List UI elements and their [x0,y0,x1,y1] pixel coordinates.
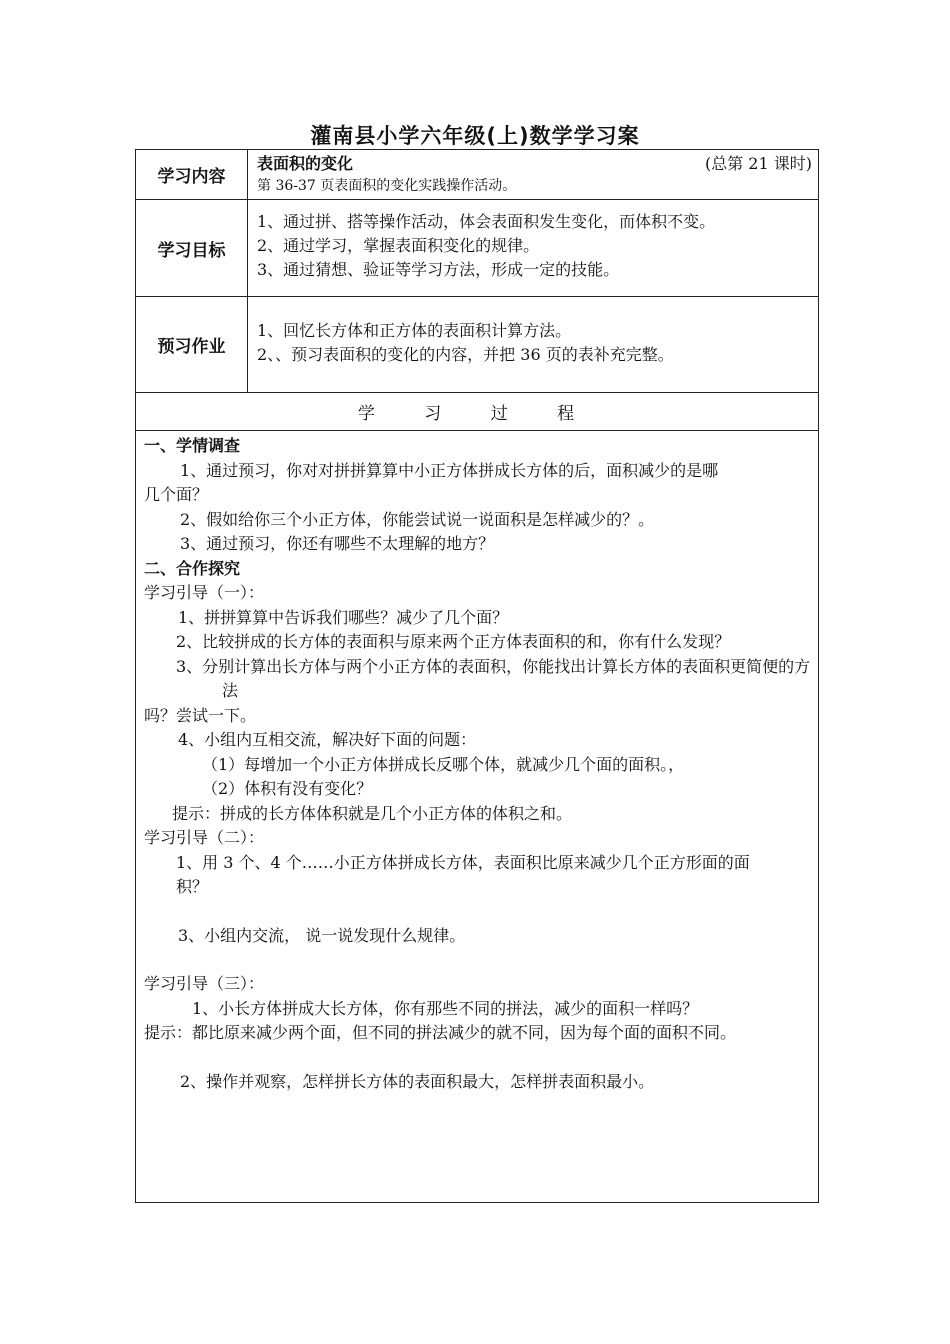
preview-item: 2、、预习表面积的变化的内容，并把 36 页的表补充完整。 [257,345,674,364]
survey-question: 1、通过预习，你对对拼拼算算中小正方体拼成长方体的后，面积减少的是哪 [180,460,719,480]
goals-label: 学习目标 [136,200,248,297]
guide1-heading: 学习引导（一）： [144,583,265,602]
goals-row [136,200,819,297]
guide-item-cont: 吗？尝试一下。 [144,705,257,725]
process-header-row [136,393,819,431]
content-row [136,150,819,200]
guide-item: 3、小组内交流， 说一说发现什么规律。 [178,925,466,945]
section1-heading: 一、学情调查 [144,436,241,455]
process-header: 学 习 过 程 [136,393,819,431]
preview-item: 1、回忆长方体和正方体的表面积计算方法。 [257,321,572,340]
preview-cell [248,297,819,393]
process-body [136,431,819,1203]
guide-item: 1、小长方体拼成大长方体，你有那些不同的拼法，减少的面积一样吗？ [192,998,699,1018]
goal-item: 3、通过猜想、验证等学习方法，形成一定的技能。 [257,260,620,279]
guide-subitem: （1）每增加一个小正方体拼成长反哪个体，就减少几个面的面积。， [202,754,685,774]
guide-item: 3、分别计算出长方体与两个小正方体的表面积，你能找出计算长方体的表面积更简便的方法 [176,656,811,700]
goal-item: 2、通过学习，掌握表面积变化的规律。 [257,236,540,255]
content-label: 学习内容 [136,150,248,200]
survey-question: 2、假如给你三个小正方体，你能尝试说一说面积是怎样减少的？。 [180,509,655,529]
section2-heading: 二、合作探究 [144,558,241,578]
guide2-heading: 学习引导（二）： [144,828,265,847]
preview-label: 预习作业 [136,297,248,393]
study-plan-table [135,149,819,1203]
lesson-number: (总第 21 课时) [704,154,812,173]
preview-row [136,297,819,393]
lesson-topic: 表面积的变化 [257,154,354,173]
goals-cell [248,200,819,297]
guide-hint: 提示：拼成的长方体体积就是几个小正方体的体积之和。 [172,803,573,823]
process-body-row [136,431,819,1203]
guide-item: 2、操作并观察，怎样拼长方体的表面积最大，怎样拼表面积最小。 [180,1071,655,1091]
page-title: 灌南县小学六年级(上)数学学习案 [310,124,640,148]
guide-item: 2、比较拼成的长方体的表面积与原来两个正方体表面积的和，你有什么发现？ [176,632,731,651]
guide3-heading: 学习引导（三）： [144,974,265,993]
survey-question-cont: 几个面？ [144,485,209,504]
guide-item-cont: 积？ [176,877,209,896]
guide-item: 1、拼拼算算中告诉我们哪些？减少了几个面？ [178,607,509,627]
lesson-pages: 第 36-37 页表面积的变化实践操作活动。 [257,178,517,194]
guide-item: 4、小组内互相交流，解决好下面的问题： [178,730,477,749]
goal-item: 1、通过拼、搭等操作活动，体会表面积发生变化，而体积不变。 [257,212,716,231]
guide-hint: 提示：都比原来减少两个面，但不同的拼法减少的就不同，因为每个面的面积不同。 [144,1023,737,1042]
content-cell [248,150,819,200]
guide-subitem: （2）体积有没有变化？ [202,779,373,798]
guide-item: 1、用 3 个、4 个……小正方体拼成长方体，表面积比原来减少几个正方形面的面 [176,852,750,872]
survey-question: 3、通过预习，你还有哪些不太理解的地方？ [180,534,495,553]
